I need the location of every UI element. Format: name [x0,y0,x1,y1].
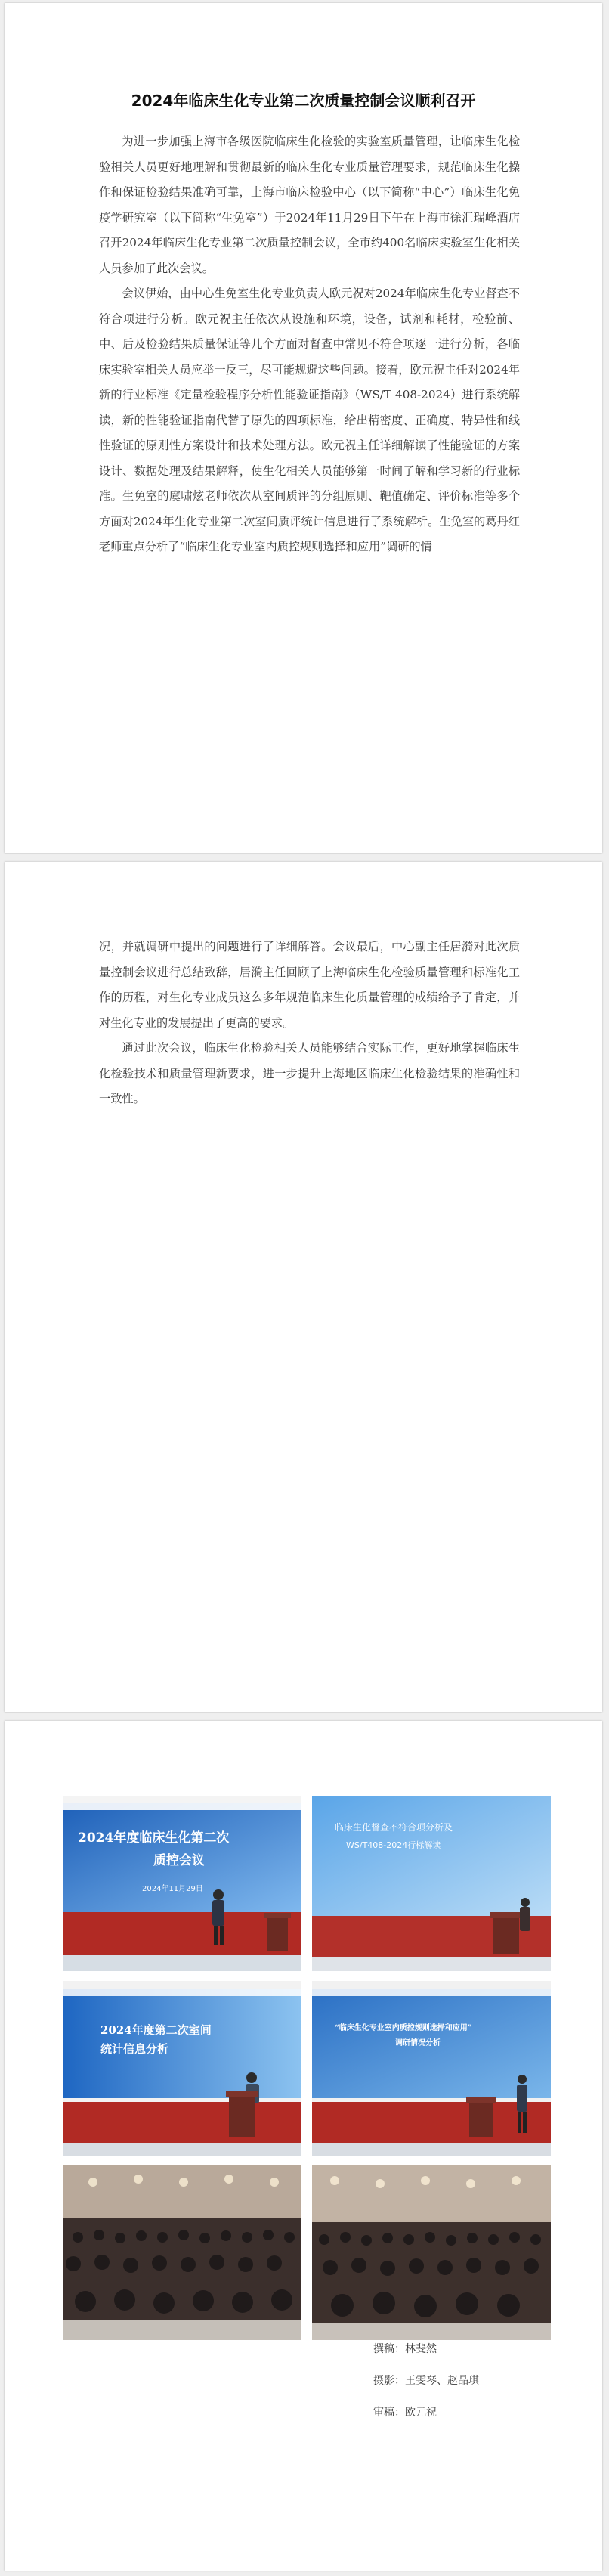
credit-reviewer [373,2397,479,2429]
meeting-photo-audience-right [312,2165,551,2340]
screen-title-line1: 2024年度第二次室间 [100,2023,212,2037]
paragraph-continuation: 况，并就调研中提出的问题进行了详细解答。会议最后，中心副主任居漪对此次质量控制会议进行总结致辞，居漪主任回顾了上海临床生化检验质量管理和标准化工作的历程，对生化专业成员这么多年规范临床生化质量管理的成绩给予了肯定，并对生化专业的发展提出了更高的要求。 [99,940,520,1030]
credit-label: 审稿： [373,2407,405,2419]
screen-title-line2: 调研情况分析 [395,2039,441,2047]
credit-label: 撰稿： [373,2343,405,2355]
credit-writer [373,2333,479,2365]
meeting-photo-audience-left [63,2165,301,2340]
document-page-1 [5,3,602,853]
screen-title-line2: 质控会议 [153,1853,205,1868]
article-body-page-1 [99,129,520,560]
screen-title-line2: 统计信息分析 [100,2042,169,2056]
credit-photographer [373,2365,479,2397]
meeting-photo-audit-analysis [312,1796,551,1971]
article-body-page-2 [99,935,520,1112]
article-title: 2024年临床生化专业第二次质量控制会议顺利召开 [131,91,476,110]
article-credits [373,2333,479,2429]
document-page-2 [5,862,602,1712]
paragraph-conclusion: 通过此次会议，临床生化检验相关人员能够结合实际工作，更好地掌握临床生化检验技术和质量管理新要求，进一步提升上海地区临床生化检验结果的准确性和一致性。 [99,1041,520,1105]
credit-value: 欧元祝 [405,2407,437,2419]
screen-title-line2: WS/T408-2024行标解读 [346,1840,441,1850]
paragraph-meeting: 会议伊始，由中心生免室生化专业负责人欧元祝对2024年临床生化专业督查不符合项进行分析。欧元祝主任依次从设施和环境，设备，试剂和耗材，检验前、中、后及检验结果质量保证等几个方面对督查中常见不符合项逐一进行分析，各临床实验室相关人员应举一反三，尽可能规避这些问题。接着，欧元祝主任对2024年新的行业标准《定量检验程序分析性能验证指南》（WS/T 408-2024）进行系统解读，新的性能验证指南代替了原先的四项标准，给出精密度、正确度、特异性和线性验证的原则性方案设计和技术处理方法。欧元祝主任详细解读了性能验证的方案设计、数据处理及结果解释，使生化相关人员能够第一时间了解和学习新的行业标准。生免室的虞啸炫老师依次从室间质评的分组原则、靶值确定、评价标准等多个方面对2024年生化专业第二次室间质评统计信息进行了系统解析。生免室的葛丹红老师重点分析了“临床生化专业室内质控规则选择和应用”调研的情 [99,287,520,553]
screen-date: 2024年11月29日 [142,1885,203,1893]
credit-value: 王雯琴、赵晶琪 [405,2375,479,2387]
screen-title-line1: 临床生化督查不符合项分析及 [335,1822,453,1833]
document-page-3 [5,1721,602,2571]
credit-label: 摄影： [373,2375,405,2387]
screen-title-line1: “临床生化专业室内质控规则选择和应用” [335,2024,472,2032]
meeting-photo-opening [63,1796,301,1971]
credit-value: 林斐然 [405,2343,437,2355]
paragraph-intro: 为进一步加强上海市各级医院临床生化检验的实验室质量管理，让临床生化检验相关人员更好地理解和贯彻最新的临床生化专业质量管理要求，规范临床生化操作和保证检验结果准确可靠，上海市临床检验中心（以下简称“中心”）临床生化免疫学研究室（以下简称“生免室”）于2024年11月29日下午在上海市徐汇瑞峰酒店召开2024年临床生化专业第二次质量控制会议，全市约400名临床实验室生化相关人员参加了此次会议。 [99,135,520,275]
meeting-photo-iqc-survey [312,1981,551,2156]
screen-title-line1: 2024年度临床生化第二次 [78,1830,230,1846]
meeting-photo-eqa-statistics [63,1981,301,2156]
